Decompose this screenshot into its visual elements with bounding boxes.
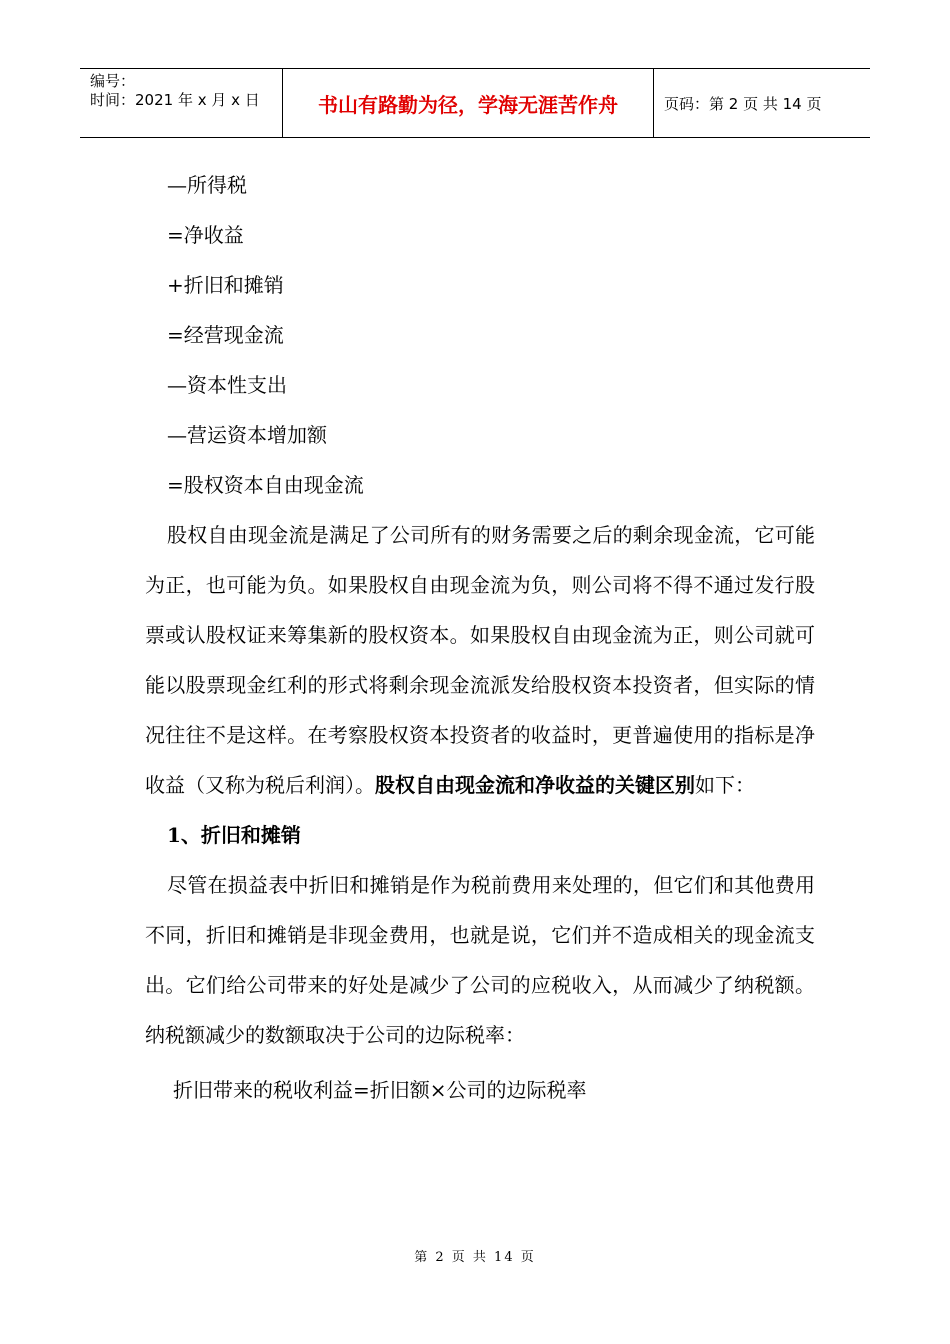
formula-line-fcfe: =股权资本自由现金流 [167,473,364,497]
header-meta [80,69,282,137]
formula-line-depreciation: +折旧和摊销 [167,273,284,297]
tax-benefit-formula: 折旧带来的税收利益=折旧额×公司的边际税率 [173,1078,587,1102]
page-header [80,68,870,138]
paragraph-fcfe-bold: 股权自由现金流和净收益的关键区别 [375,773,695,797]
formula-line-income-tax: —所得税 [167,173,247,197]
formula-line-capex: —资本性支出 [167,373,287,397]
paragraph-fcfe-explanation [145,510,815,810]
header-page-info: 页码：第 2 页 共 14 页 [664,94,822,113]
document-date: 时间：2021 年 x 月 x 日 [90,91,260,109]
section-heading: 1、折旧和摊销 [167,823,301,847]
formula-line-working-capital: —营运资本增加额 [167,423,327,447]
document-number-label: 编号： [90,72,136,90]
paragraph-fcfe-text: 股权自由现金流是满足了公司所有的财务需要之后的剩余现金流，它可能为正，也可能为负。如果股权自由现金流为负，则公司将不得不通过发行股票或认股权证来筹集新的股权资本。如果股权自由现金流为正，则公司就可能以股票现金红利的形式将剩余现金流派发给股权资本投资者，但实际的情况往往不是这样。在考察股权资本投资者的收益时，更普遍使用的指标是净收益（又称为税后利润）。 [145,523,815,797]
formula-line-operating-cash-flow: =经营现金流 [167,323,284,347]
paragraph-depreciation: 尽管在损益表中折旧和摊销是作为税前费用来处理的，但它们和其他费用不同，折旧和摊销是非现金费用，也就是说，它们并不造成相关的现金流支出。它们给公司带来的好处是减少了公司的应税收入，从而减少了纳税额。纳税额减少的数额取决于公司的边际税率： [145,873,815,1047]
formula-line-net-income: =净收益 [167,223,244,247]
paragraph-fcfe-tail: 如下： [695,773,755,797]
page-footer: 第 2 页 共 14 页 [414,1250,536,1265]
header-motto: 书山有路勤为径，学海无涯苦作舟 [282,69,654,137]
document-body [145,160,815,1120]
